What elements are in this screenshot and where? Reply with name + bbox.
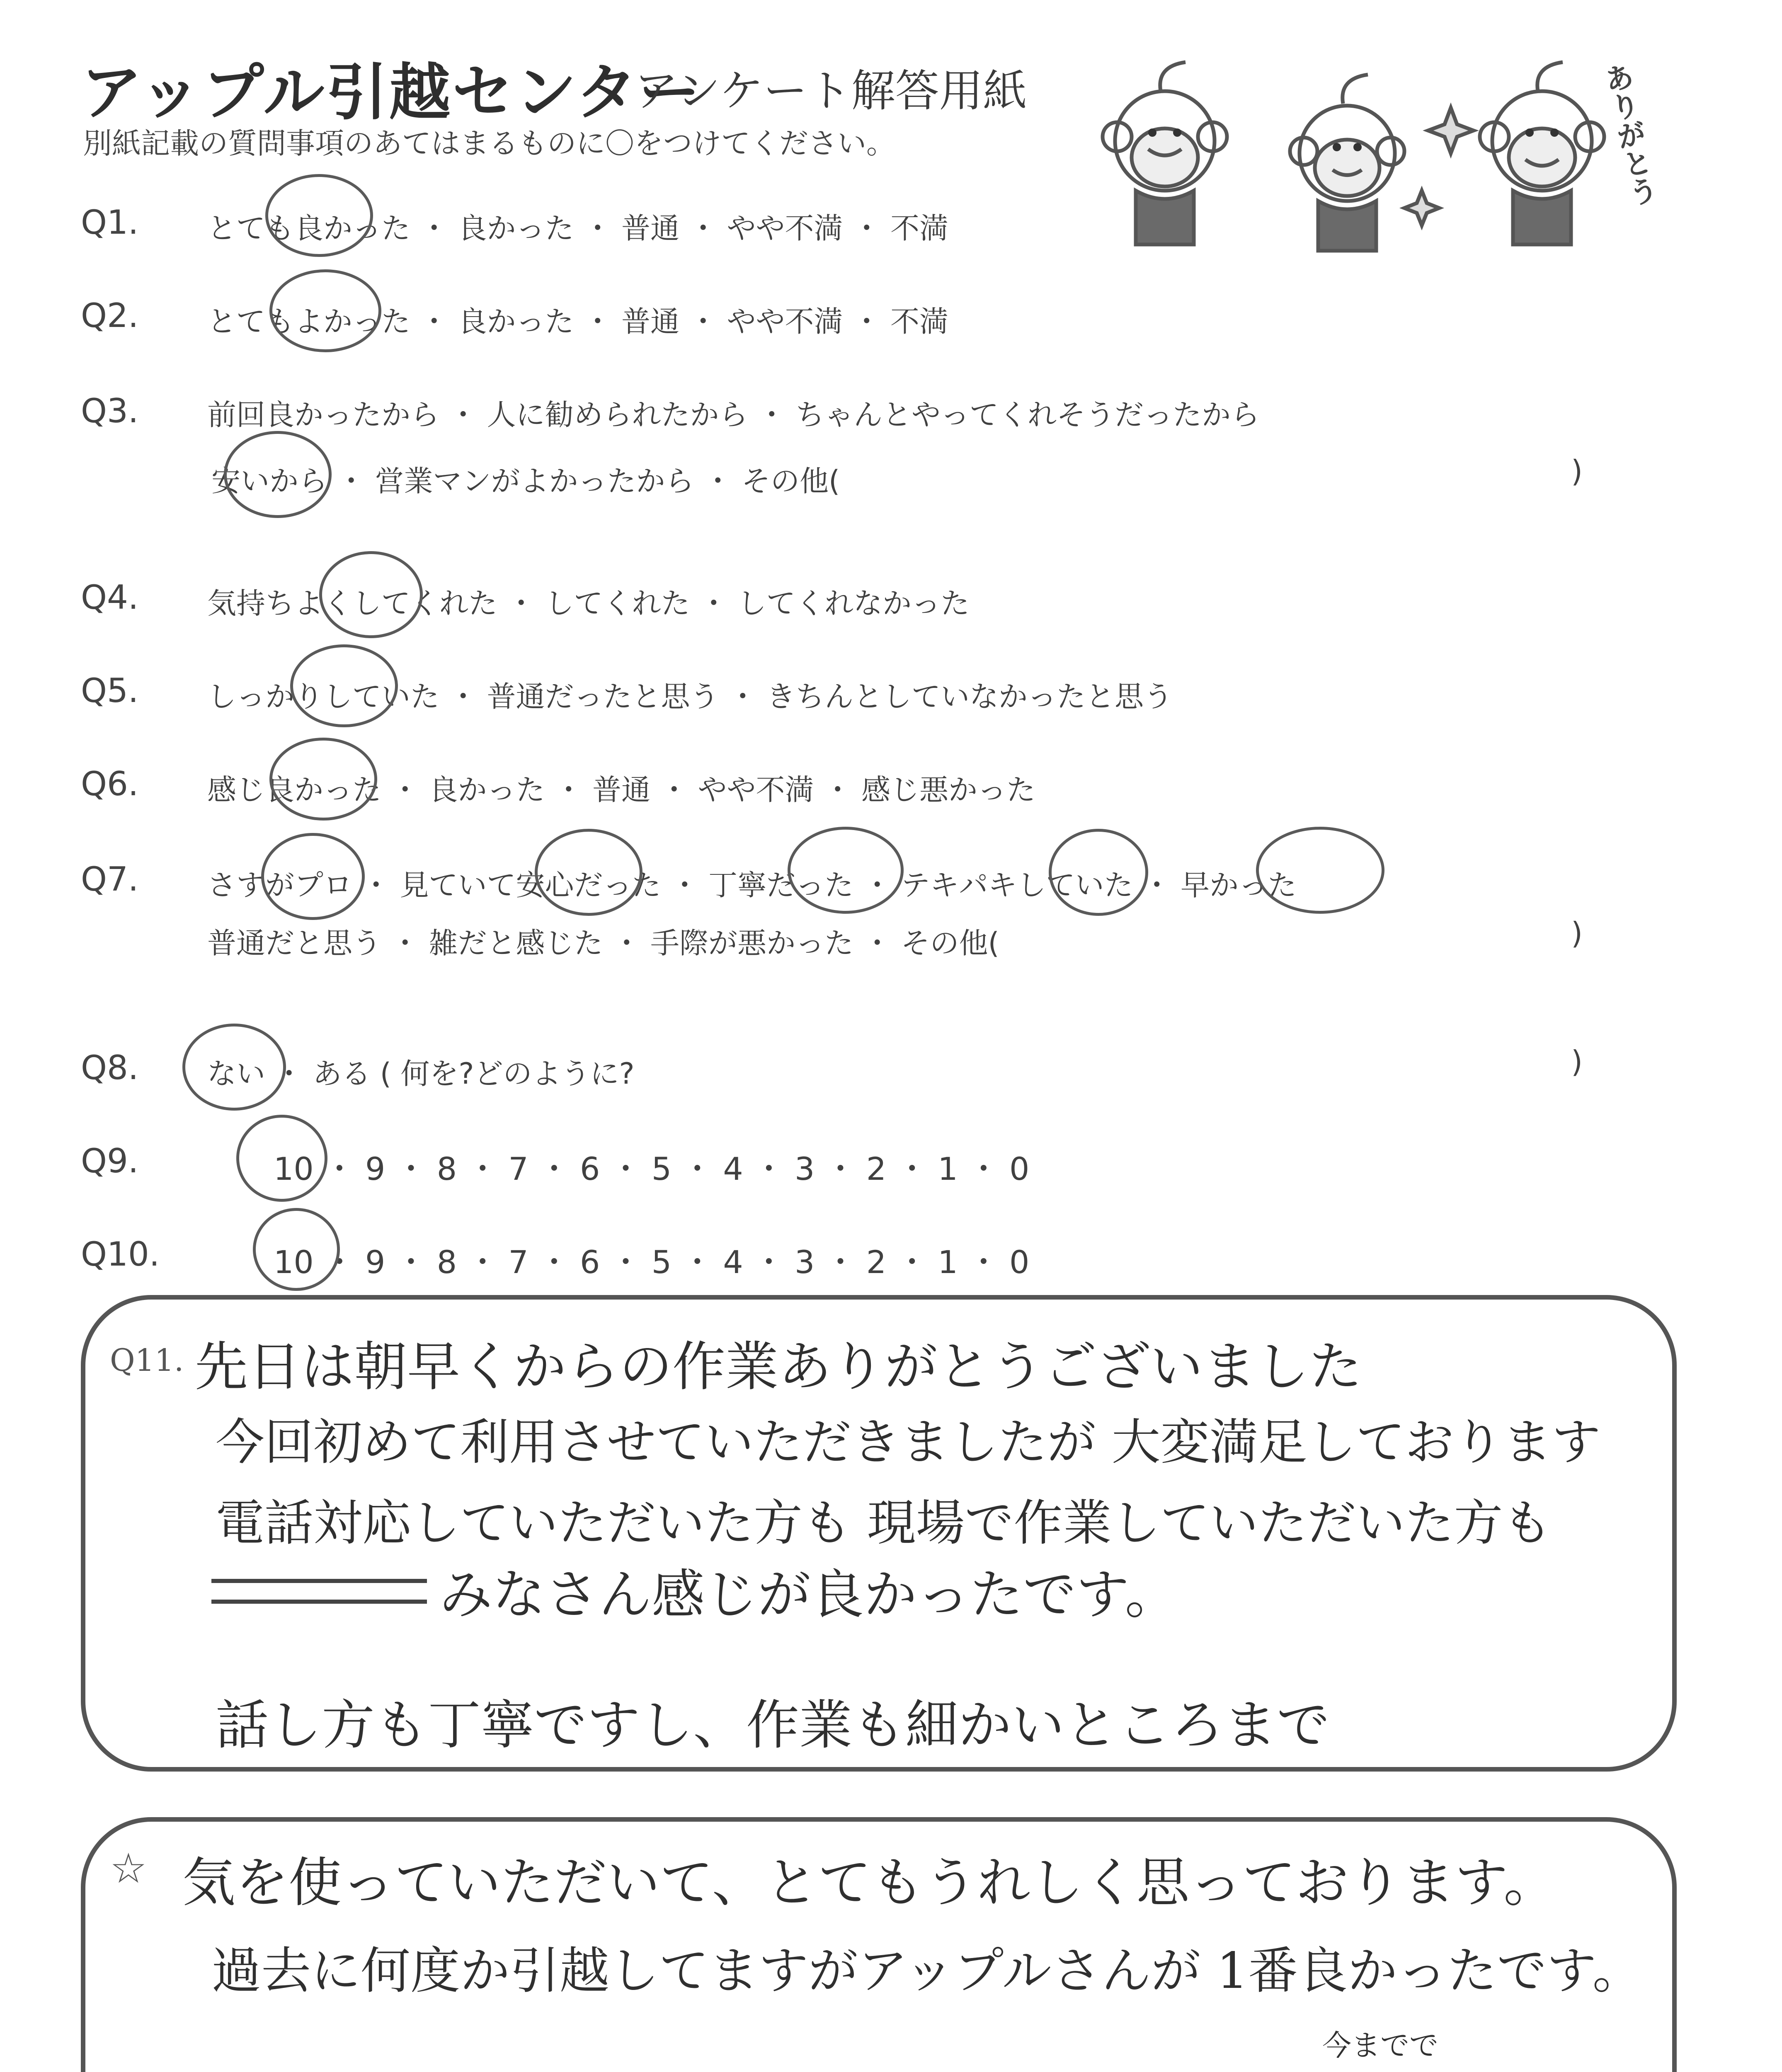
q4-label: Q4. <box>81 578 139 617</box>
q11-line-1: 先日は朝早くからの作業ありがとうございました <box>195 1336 1363 1398</box>
q1-options: とても良かった ・ 良かった ・ 普通 ・ やや不満 ・ 不満 <box>207 211 949 245</box>
answer-circle-q7-anshin <box>535 829 642 916</box>
q7-close-paren: ) <box>1571 916 1583 951</box>
q7-options-line1: さすがプロ ・ 見ていて安心だった ・ 丁寧だった ・ テキパキしていた ・ 早かった <box>207 868 1297 902</box>
q3-close-paren: ) <box>1571 454 1583 489</box>
star-line-2: 過去に何度か引越してますがアップルさんが 1番良かったです。 <box>211 1942 1642 2000</box>
q11-line-5: 話し方も丁寧ですし、作業も細かいところまで <box>216 1694 1330 1756</box>
q4-options: 気持ちよくしてくれた ・ してくれた ・ してくれなかった <box>207 586 970 620</box>
q7-label: Q7. <box>81 860 139 898</box>
answer-circle-q1 <box>265 174 373 257</box>
mascot-illustration <box>1078 54 1666 269</box>
answer-circle-q3 <box>224 431 332 518</box>
answer-circle-q7-teinei <box>788 827 904 914</box>
q3-options-line1: 前回良かったから ・ 人に勧められたから ・ ちゃんとやってくれそうだったから <box>207 398 1260 432</box>
answer-circle-q6 <box>269 738 377 821</box>
q3-options-line2: 安いから ・ 営業マンがよかったから ・ その他( <box>211 464 840 498</box>
q7-options-line2: 普通だと思う ・ 雑だと感じた ・ 手際が悪かった ・ その他( <box>207 926 999 960</box>
answer-circle-q9 <box>236 1115 327 1202</box>
q11-line-4: みなさん感じが良かったです。 <box>439 1564 1178 1626</box>
q11-line-3: 電話対応していただいた方も 現場で作業していただいた方も <box>216 1494 1552 1552</box>
insert-note: 今までで <box>1322 2028 1438 2062</box>
mascot-caption: ありがとう <box>1597 60 1661 209</box>
answer-circle-q7-pro <box>261 833 365 920</box>
answer-circle-q4 <box>319 551 423 638</box>
answer-circle-q7-hayakatta <box>1256 827 1384 914</box>
q3-label: Q3. <box>81 392 139 430</box>
answer-circle-q7-tekipaki <box>1049 829 1148 916</box>
q11-line-2: 今回初めて利用させていただきましたが 大変満足しております <box>216 1414 1601 1471</box>
company-name: アップル引越センター <box>81 57 702 128</box>
q9-scale: 10 ・ 9 ・ 8 ・ 7 ・ 6 ・ 5 ・ 4 ・ 3 ・ 2 ・ 1 ・ 0 <box>274 1150 1030 1187</box>
star-icon: ☆ <box>110 1844 147 1893</box>
answer-circle-q10 <box>253 1208 340 1291</box>
q8-close-paren: ) <box>1571 1044 1583 1079</box>
q8-label: Q8. <box>81 1048 139 1087</box>
q9-label: Q9. <box>81 1142 139 1180</box>
q1-label: Q1. <box>81 203 139 242</box>
q6-options: 感じ良かった ・ 良かった ・ 普通 ・ やや不満 ・ 感じ悪かった <box>207 773 1036 807</box>
answer-circle-q2 <box>269 269 381 352</box>
q5-label: Q5. <box>81 671 139 710</box>
answer-circle-q5 <box>290 644 398 727</box>
answer-circle-q8 <box>182 1024 286 1111</box>
star-line-1: 気を使っていただいて、とてもうれしく思っております。 <box>182 1852 1557 1914</box>
q10-scale: 10 ・ 9 ・ 8 ・ 7 ・ 6 ・ 5 ・ 4 ・ 3 ・ 2 ・ 1 ・ 0 <box>274 1244 1030 1280</box>
strikethrough-scribble <box>211 1579 427 1604</box>
q8-options: ない ・ ある ( 何を?どのように? <box>207 1057 635 1091</box>
q6-label: Q6. <box>81 765 139 803</box>
q2-label: Q2. <box>81 296 139 335</box>
q10-label: Q10. <box>81 1235 160 1273</box>
q5-options: しっかりしていた ・ 普通だったと思う ・ きちんとしていなかったと思う <box>207 680 1173 714</box>
q11-label: Q11. <box>110 1343 184 1378</box>
instructions: 別紙記載の質問事項のあてはまるものに〇をつけてください。 <box>83 126 895 160</box>
form-title: アンケート解答用紙 <box>634 65 1027 116</box>
q2-options: とてもよかった ・ 良かった ・ 普通 ・ やや不満 ・ 不満 <box>207 305 949 339</box>
